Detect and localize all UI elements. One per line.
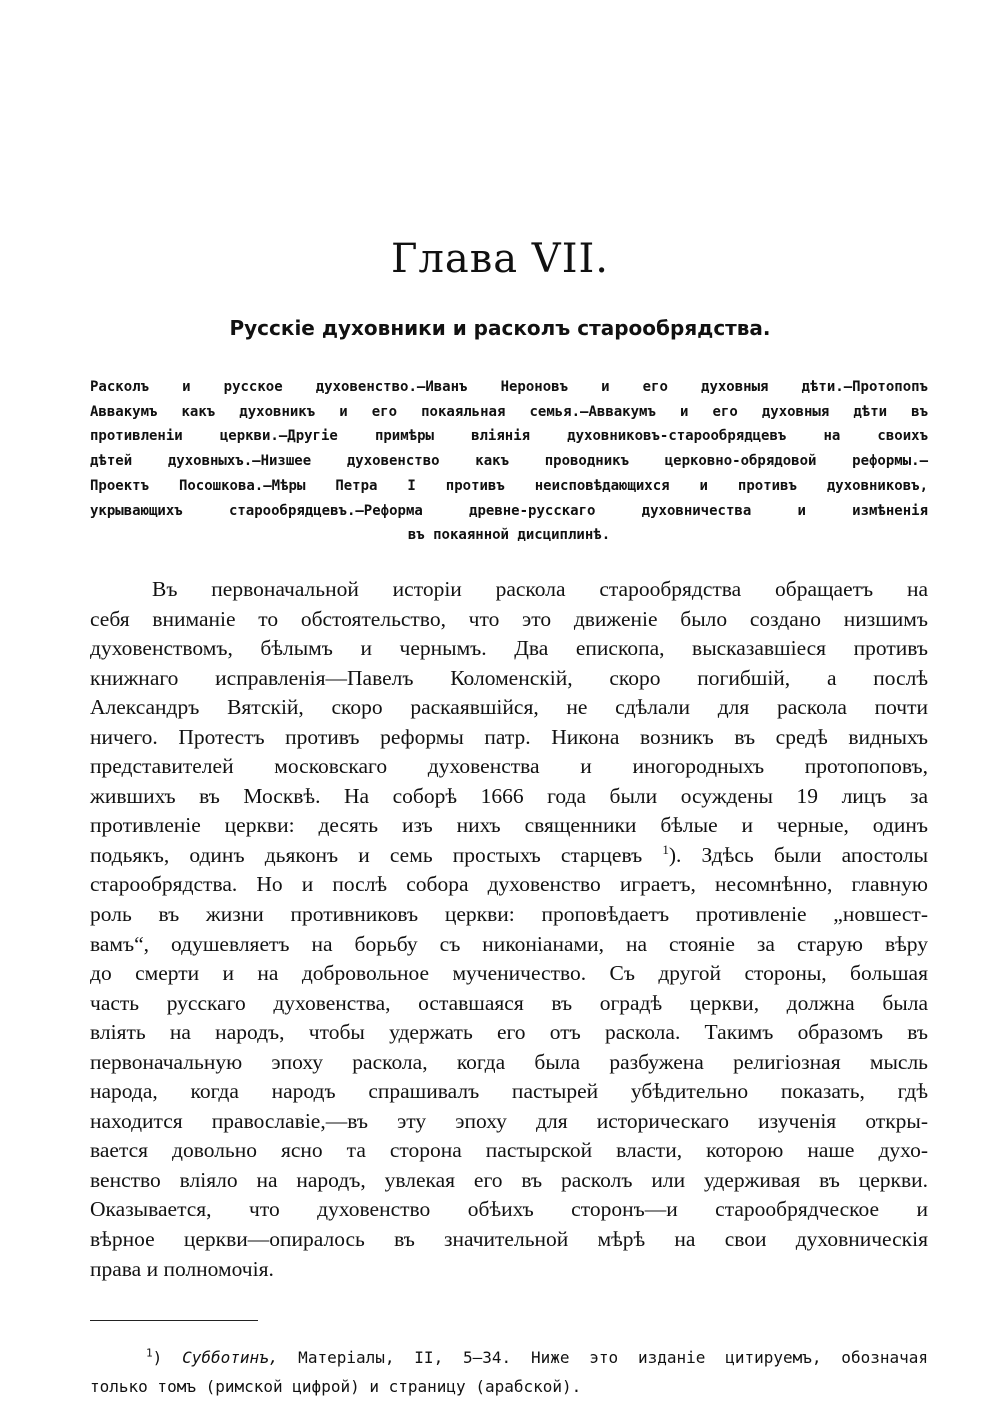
footnote-line: только томъ (римской цифрой) и страницу (арабской). xyxy=(90,1377,582,1396)
chapter-title: Глава VII. xyxy=(390,236,610,282)
body-line: Оказывается, что духовенство обѣихъ сторонъ—и старообрядческое и xyxy=(90,1197,928,1222)
footnote-divider xyxy=(90,1320,258,1321)
summary-line: противленіи церкви.—Другіе примѣры вліянія духовниковъ-старообрядцевъ на своихъ xyxy=(90,428,928,445)
body-line: вліять на народъ, чтобы удержать его отъ раскола. Такимъ образомъ въ xyxy=(90,1020,928,1045)
footnote xyxy=(90,1343,928,1401)
summary-line: Проектъ Посошкова.—Мѣры Петра I противъ неисповѣдающихся и противъ духовниковъ, xyxy=(90,477,928,494)
chapter-subtitle: Русскіе духовники и расколъ старообрядства. xyxy=(229,316,771,340)
summary-line: Расколъ и русское духовенство.—Иванъ Нероновъ и его духовныя дѣти.—Протопопъ xyxy=(90,379,928,395)
body-line: духовенствомъ, бѣлымъ и чернымъ. Два епископа, высказавшіеся противъ xyxy=(90,636,928,661)
body-line: права и полномочія. xyxy=(90,1256,274,1281)
body-line: себя вниманіе то обстоятельство, что это движеніе было создано низшимъ xyxy=(90,606,928,631)
body-line: первоначальную эпоху раскола, когда была разбужена религіозная мысль xyxy=(90,1049,928,1074)
body-line: находится православіе,—въ эту эпоху для историческаго изученія откры- xyxy=(90,1108,928,1133)
body-line: часть русскаго духовенства, оставшаяся въ оградѣ церкви, должна была xyxy=(90,990,928,1015)
body-line: старообрядства. Но и послѣ собора духовенство играетъ, несомнѣнно, главную xyxy=(90,872,928,897)
body-line: народа, когда народъ спрашивалъ пастырей убѣдительно показать, гдѣ xyxy=(90,1079,928,1104)
summary-line: дѣтей духовныхъ.—Низшее духовенство какъ проводникъ церковно-обрядовой реформы.— xyxy=(90,453,928,470)
summary-line: укрывающихъ старообрядцевъ.—Реформа древне-русскаго духовничества и измѣненія xyxy=(90,502,928,519)
body-line: вѣрное церкви—опиралось въ значительной мѣрѣ на свои духовническія xyxy=(90,1227,928,1252)
body-line: Александръ Вятскій, скоро раскаявшійся, не сдѣлали для раскола почти xyxy=(90,695,928,720)
footnote-reference[interactable]: 1 xyxy=(662,841,669,857)
body-line: до смерти и на добровольное мученичество. Съ другой стороны, большая xyxy=(90,961,928,986)
summary-line: въ покаянной дисциплинѣ. xyxy=(407,527,611,544)
body-line: противленіе церкви: десять изъ нихъ священники бѣлые и черные, одинъ xyxy=(90,813,928,838)
footnote-marker: 1 xyxy=(146,1346,153,1360)
body-line: Въ первоначальной исторіи раскола старообрядства обращаетъ на xyxy=(152,577,928,601)
summary-line: Аввакумъ какъ духовникъ и его покаяльная семья.—Аввакумъ и его духовныя дѣти въ xyxy=(90,403,928,420)
body-line: ничего. Протестъ противъ реформы патр. Никона возникъ въ средѣ видныхъ xyxy=(90,724,928,749)
body-line-tail: ). Здѣсь были апостолы xyxy=(668,842,929,867)
body-line: книжнаго исправленія—Павелъ Коломенскій, скоро погибшій, а послѣ xyxy=(90,665,928,690)
body-line-with-note xyxy=(90,841,928,871)
body-paragraph xyxy=(90,575,928,1284)
body-line: представителей московскаго духовенства и иногородныхъ протопоповъ, xyxy=(90,754,928,779)
chapter-summary xyxy=(90,375,928,548)
body-line-text: подьякъ, одинъ дьяконъ и семь простыхъ старцевъ xyxy=(90,842,643,867)
footnote-author: Субботинъ, xyxy=(182,1348,279,1367)
body-line: роль въ жизни противниковъ церкви: проповѣдаетъ противленіе „новшест- xyxy=(90,902,928,927)
footnote-line: $^1$) Субботинъ, Матеріалы, II, 5—34. Ниже это изданіе цитируемъ, обозначая xyxy=(146,1346,929,1367)
body-line: вается довольно ясно та сторона пастырской власти, которою наше духо- xyxy=(90,1138,928,1163)
body-line: венство вліяло на народъ, увлекая его въ расколъ или удерживая въ церкви. xyxy=(90,1167,928,1192)
body-line: жившихъ въ Москвѣ. На соборѣ 1666 года были осуждены 19 лицъ за xyxy=(90,783,928,808)
body-line: вамъ“, одушевляетъ на борьбу съ никоніанами, на стояніе за старую вѣру xyxy=(90,931,928,956)
footnote-text: Матеріалы, II, 5—34. Ниже это изданіе цитируемъ, обозначая xyxy=(278,1348,929,1367)
